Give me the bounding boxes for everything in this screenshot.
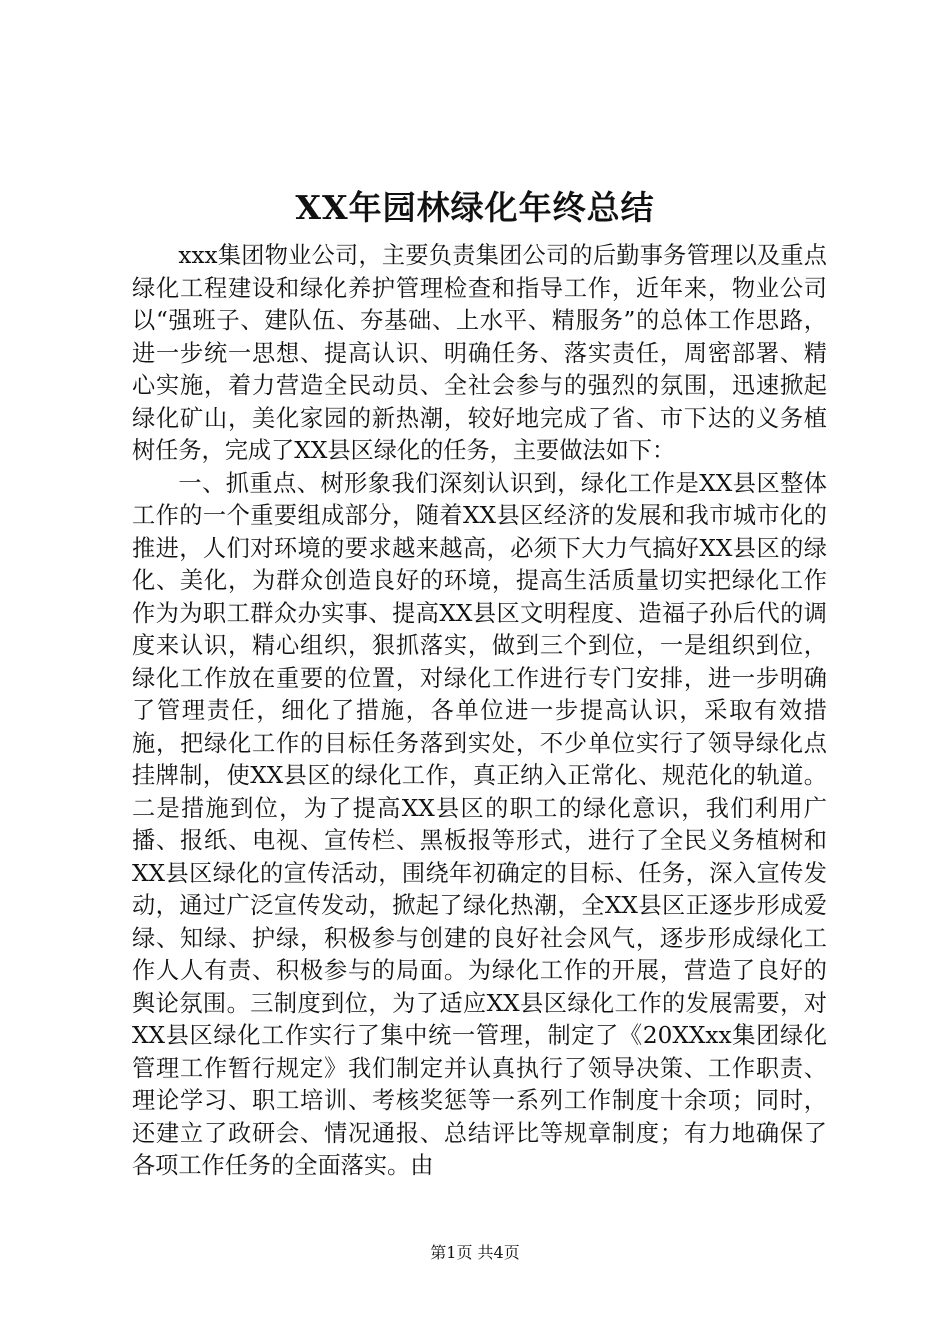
page-number: 第1页 共4页 [430, 1243, 520, 1262]
document-body [132, 240, 827, 1183]
paragraph-intro: xxx集团物业公司，主要负责集团公司的后勤事务管理以及重点绿化工程建设和绿化养护管理检查和指导工作，近年来，物业公司以“强班子、建队伍、夯基础、上水平、精服务”的总体工作思路，进一步统一思想、提高认识、明确任务、落实责任，周密部署、精心实施，着力营造全民动员、全社会参与的强烈的氛围，迅速掀起绿化矿山，美化家园的新热潮，较好地完成了省、市下达的义务植树任务，完成了XX县区绿化的任务，主要做法如下： [132, 242, 827, 464]
document-title: XX年园林绿化年终总结 [295, 188, 655, 227]
paragraph-section-one: 一、抓重点、树形象我们深刻认识到，绿化工作是XX县区整体工作的一个重要组成部分，随着XX县区经济的发展和我市城市化的推进，人们对环境的要求越来越高，必须下大力气搞好XX县区的绿化、美化，为群众创造良好的环境，提高生活质量切实把绿化工作作为为职工群众办实事、提高XX县区文明程度、造福子孙后代的调度来认识，精心组织，狠抓落实，做到三个到位，一是组织到位，绿化工作放在重要的位置，对绿化工作进行专门安排，进一步明确了管理责任，细化了措施，各单位进一步提高认识，采取有效措施，把绿化工作的目标任务落到实处，不少单位实行了领导绿化点挂牌制，使XX县区的绿化工作，真正纳入正常化、规范化的轨道。二是措施到位，为了提高XX县区的职工的绿化意识，我们利用广播、报纸、电视、宣传栏、黑板报等形式，进行了全民义务植树和XX县区绿化的宣传活动，围绕年初确定的目标、任务，深入宣传发动，通过广泛宣传发动，掀起了绿化热潮，全XX县区正逐步形成爱绿、知绿、护绿，积极参与创建的良好社会风气，逐步形成绿化工作人人有责、积极参与的局面。为绿化工作的开展，营造了良好的舆论氛围。三制度到位，为了适应XX县区绿化工作的发展需要，对XX县区绿化工作实行了集中统一管理，制定了《20XXxx集团绿化管理工作暂行规定》我们制定并认真执行了领导决策、工作职责、理论学习、职工培训、考核奖惩等一系列工作制度十余项；同时，还建立了政研会、情况通报、总结评比等规章制度；有力地确保了各项工作任务的全面落实。由 [132, 469, 827, 1179]
